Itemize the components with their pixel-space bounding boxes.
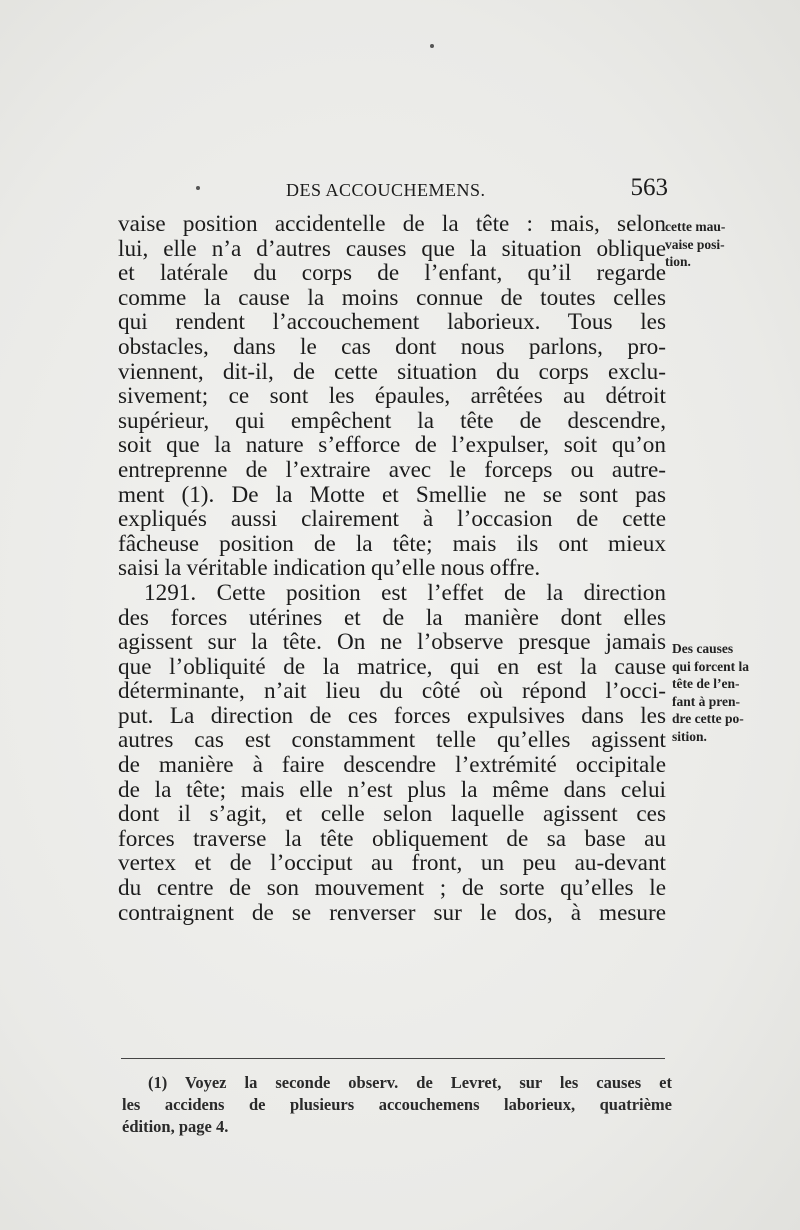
text-line: que l’obliquité de la matrice, qui en est la cause — [118, 653, 666, 680]
text-line: supérieur, qui empêchent la tête de descendre, — [118, 407, 666, 434]
page-number: 563 — [630, 174, 668, 201]
text-line: forces traverse la tête obliquement de sa base au — [118, 825, 666, 852]
text-line: ment (1). De la Motte et Smellie ne se sont pas — [118, 481, 666, 508]
footnote-line: (1) Voyez la seconde observ. de Levret, sur les causes et — [148, 1073, 672, 1092]
text-line: autres cas est constamment telle qu’elles agissent — [118, 727, 666, 754]
text-line: de la tête; mais elle n’est plus la même dans celui — [118, 776, 666, 803]
footnote-line: les accidens de plusieurs accouchemens laborieux, quatrième — [122, 1095, 672, 1114]
text-line: fâcheuse position de la tête; mais ils ont mieux — [118, 530, 666, 557]
text-line: obstacles, dans le cas dont nous parlons, pro- — [118, 333, 666, 360]
text-line: de manière à faire descendre l’extrémité occipitale — [118, 752, 666, 779]
text-line: et latérale du corps de l’enfant, qu’il regarde — [118, 260, 666, 287]
footnote-line: édition, page 4. — [122, 1117, 229, 1136]
footnote-divider — [121, 1058, 665, 1059]
text-line: agissent sur la tête. On ne l’observe presque jamais — [118, 629, 666, 656]
paragraph-start-line: 1291. Cette position est l’effet de la direction — [144, 579, 666, 606]
text-line: contraignent de se renverser sur le dos, à mesure — [118, 899, 666, 926]
running-title: DES ACCOUCHEMENS. — [286, 180, 486, 200]
text-line: saisi la véritable indication qu’elle nous offre. — [118, 555, 541, 582]
text-line: vertex et de l’occiput au front, un peu au-devant — [118, 850, 666, 877]
text-line: comme la cause la moins connue de toutes celles — [118, 284, 666, 311]
marginal-line: sition. — [672, 728, 707, 744]
text-line: soit que la nature s’efforce de l’expulser, soit qu’on — [118, 432, 666, 459]
ink-speck — [430, 44, 434, 48]
text-line: viennent, dit-il, de cette situation du corps exclu- — [118, 358, 666, 385]
text-line: lui, elle n’a d’autres causes que la situation oblique — [118, 235, 666, 262]
text-line: expliqués aussi clairement à l’occasion de cette — [118, 506, 666, 533]
main-text — [118, 212, 666, 925]
text-line: du centre de son mouvement ; de sorte qu’elles le — [118, 875, 666, 902]
marginal-line: cette mau- — [665, 219, 726, 234]
text-line: entreprenne de l’extraire avec le forceps ou autre- — [118, 456, 666, 483]
ink-speck — [196, 186, 200, 190]
marginal-line: dre cette po- — [672, 711, 744, 726]
text-line: sivement; ce sont les épaules, arrêtées au détroit — [118, 383, 666, 410]
marginal-line: vaise posi- — [665, 236, 725, 252]
marginal-line: fant à pren- — [672, 693, 741, 709]
text-line: qui rendent l’accouchement laborieux. Tous les — [118, 309, 666, 336]
marginal-line: tion. — [665, 254, 691, 269]
page-header — [118, 176, 670, 206]
marginal-note-bad-position — [665, 218, 800, 271]
text-line: déterminante, n’ait lieu du côté où répond l’occi- — [118, 678, 666, 705]
text-line: des forces utérines et de la manière dont elles — [118, 604, 666, 631]
marginal-note-causes — [672, 640, 800, 745]
marginal-line: qui forcent la — [672, 658, 749, 674]
text-line: dont il s’agit, et celle selon laquelle agissent ces — [118, 801, 666, 828]
text-line: vaise position accidentelle de la tête : mais, selon — [118, 211, 666, 237]
marginal-line: tête de l’en- — [672, 676, 740, 691]
marginal-line: Des causes — [672, 641, 734, 656]
footnote — [122, 1072, 672, 1138]
text-line: put. La direction de ces forces expulsives dans les — [118, 702, 666, 729]
